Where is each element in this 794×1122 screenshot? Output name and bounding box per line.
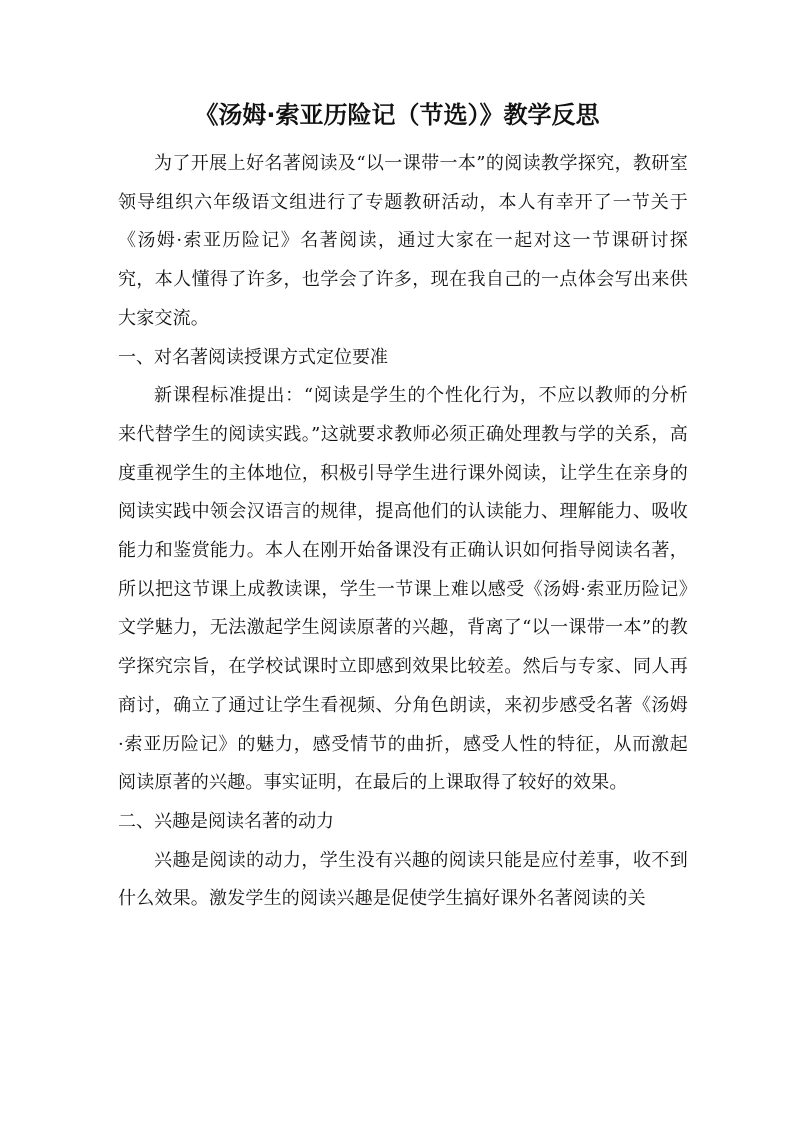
section-paragraph-2: 兴趣是阅读的动力，学生没有兴趣的阅读只能是应付差事，收不到什么效果。激发学生的阅读兴趣是促使学生搞好课外名著阅读的关 xyxy=(118,849,688,910)
section-paragraph-1: 新课程标准提出：“阅读是学生的个性化行为，不应以教师的分析来代替学生的阅读实践。”这就要求教师必须正确处理教与学的关系，高度重视学生的主体地位，积极引导学生进行课外阅读，让学生在亲身的阅读实践中领会汉语言的规律，提高他们的认读能力、理解能力、吸收能力和鉴赏能力。本人在刚开始备课没有正确认识如何指导阅读名著，所以把这节课上成教读课，学生一节课上难以感受《汤姆·索亚历险记》文学魅力，无法激起学生阅读原著的兴趣，背离了“以一课带一本”的教学探究宗旨，在学校试课时立即感到效果比较差。然后与专家、同人再商讨，确立了通过让学生看视频、分角色朗读，来初步感受名著《汤姆·索亚历险记》的魅力，感受情节的曲折，感受人性的特征，从而激起阅读原著的兴趣。事实证明，在最后的上课取得了较好的效果。 xyxy=(118,385,688,794)
document-body xyxy=(118,145,688,919)
section-heading-1: 一、对名著阅读授课方式定位要准 xyxy=(118,346,388,368)
intro-paragraph: 为了开展上好名著阅读及“以一课带一本”的阅读教学探究，教研室领导组织六年级语文组进行了专题教研活动，本人有幸开了一节关于《汤姆·索亚历险记》名著阅读，通过大家在一起对这一节课研讨探究，本人懂得了许多，也学会了许多，现在我自己的一点体会写出来供大家交流。 xyxy=(118,153,688,329)
document-title: 《汤姆·索亚历险记（节选）》教学反思 xyxy=(194,101,600,129)
section-heading-2: 二、兴趣是阅读名著的动力 xyxy=(118,810,334,832)
